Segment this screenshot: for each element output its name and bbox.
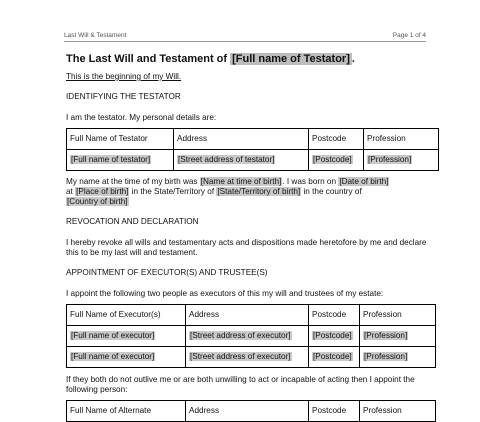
col-profession-header: Profession — [360, 401, 436, 422]
executors-table — [66, 304, 436, 368]
birth-text-1: My name at the time of my birth was — [66, 177, 200, 186]
executor-profession-field[interactable]: [Profession] — [364, 352, 408, 361]
executor-address-field[interactable]: [Street address of executor] — [190, 352, 291, 361]
section-heading-identifying: IDENTIFYING THE TESTATOR — [66, 92, 181, 101]
birth-name-field[interactable]: [Name at time of birth] — [200, 177, 282, 186]
executor-address-field[interactable]: [Street address of executor] — [190, 331, 291, 340]
executor-postcode-field[interactable]: [Postcode] — [313, 352, 352, 361]
alternate-intro: If they both do not outlive me or are both unwilling to act or incapable of acting then I appoint the following person: — [66, 375, 415, 394]
birth-date-field[interactable]: [Date of birth] — [339, 177, 389, 186]
title-period: . — [351, 53, 355, 65]
section-heading-appointment: APPOINTMENT OF EXECUTOR(S) AND TRUSTEE(S) — [66, 268, 268, 277]
executor-name-cell — [67, 326, 186, 347]
revocation-paragraph: I hereby revoke all wills and testamentary acts and dispositions made heretofore by me and declare this to be my last will and testament. — [66, 238, 427, 257]
table-row — [67, 150, 439, 171]
page-header — [64, 32, 426, 42]
col-profession-header: Profession — [360, 305, 436, 326]
executor-name-cell — [67, 347, 186, 368]
col-postcode-header: Postcode — [309, 129, 364, 150]
table-header-row — [67, 401, 436, 422]
testator-intro: I am the testator. My personal details are: — [66, 113, 217, 122]
col-address-header: Address — [186, 305, 309, 326]
testator-address-field[interactable]: [Street address of testator] — [178, 155, 275, 164]
birth-text-4: in the State/Territory of — [129, 187, 217, 196]
alternate-table — [66, 400, 436, 422]
birth-text-2: . I was born on — [282, 177, 339, 186]
executor-postcode-field[interactable]: [Postcode] — [313, 331, 352, 340]
testator-postcode-cell — [309, 150, 364, 171]
table-header-row — [67, 129, 439, 150]
birth-place-field[interactable]: [Place of birth] — [76, 187, 129, 196]
document-title — [66, 52, 438, 66]
executor-postcode-cell — [309, 347, 360, 368]
section-heading-revocation: REVOCATION AND DECLARATION — [66, 217, 199, 226]
testator-name-cell — [67, 150, 174, 171]
document-body — [66, 52, 438, 422]
col-full-name-header: Full Name of Executor(s) — [67, 305, 186, 326]
table-row — [67, 326, 436, 347]
table-header-row — [67, 305, 436, 326]
col-address-header: Address — [174, 129, 309, 150]
executor-profession-cell — [360, 347, 436, 368]
executor-profession-field[interactable]: [Profession] — [364, 331, 408, 340]
testator-postcode-field[interactable]: [Postcode] — [313, 155, 352, 164]
header-document-name: Last Will & Testament — [64, 32, 127, 39]
testator-address-cell — [174, 150, 309, 171]
executors-intro: I appoint the following two people as executors of this my will and trustees of my estate: — [66, 289, 384, 298]
executor-address-cell — [186, 326, 309, 347]
birth-state-field[interactable]: [State/Territory of birth] — [217, 187, 301, 196]
col-full-name-header: Full Name of Testator — [67, 129, 174, 150]
header-page-number: Page 1 of 4 — [392, 32, 426, 39]
col-postcode-header: Postcode — [309, 305, 360, 326]
birth-paragraph — [66, 177, 438, 207]
birth-text-3: at — [66, 187, 76, 196]
title-testator-field[interactable]: [Full name of Testator] — [232, 53, 350, 65]
testator-name-field[interactable]: [Full name of testator] — [71, 155, 151, 164]
executor-name-field[interactable]: [Full name of executor] — [71, 352, 155, 361]
executor-profession-cell — [360, 326, 436, 347]
title-text: The Last Will and Testament of — [66, 53, 231, 65]
birth-country-field[interactable]: [Country of birth] — [67, 197, 128, 206]
executor-name-field[interactable]: [Full name of executor] — [71, 331, 155, 340]
executor-address-cell — [186, 347, 309, 368]
birth-text-5: in the country of — [301, 187, 362, 196]
col-postcode-header: Postcode — [309, 401, 360, 422]
col-full-name-header: Full Name of Alternate — [67, 401, 186, 422]
executor-postcode-cell — [309, 326, 360, 347]
col-address-header: Address — [186, 401, 309, 422]
table-row — [67, 347, 436, 368]
testator-profession-field[interactable]: [Profession] — [368, 155, 412, 164]
col-profession-header: Profession — [364, 129, 439, 150]
testator-profession-cell — [364, 150, 439, 171]
intro-line: This is the beginning of my Will. — [66, 72, 182, 81]
testator-table — [66, 128, 439, 171]
